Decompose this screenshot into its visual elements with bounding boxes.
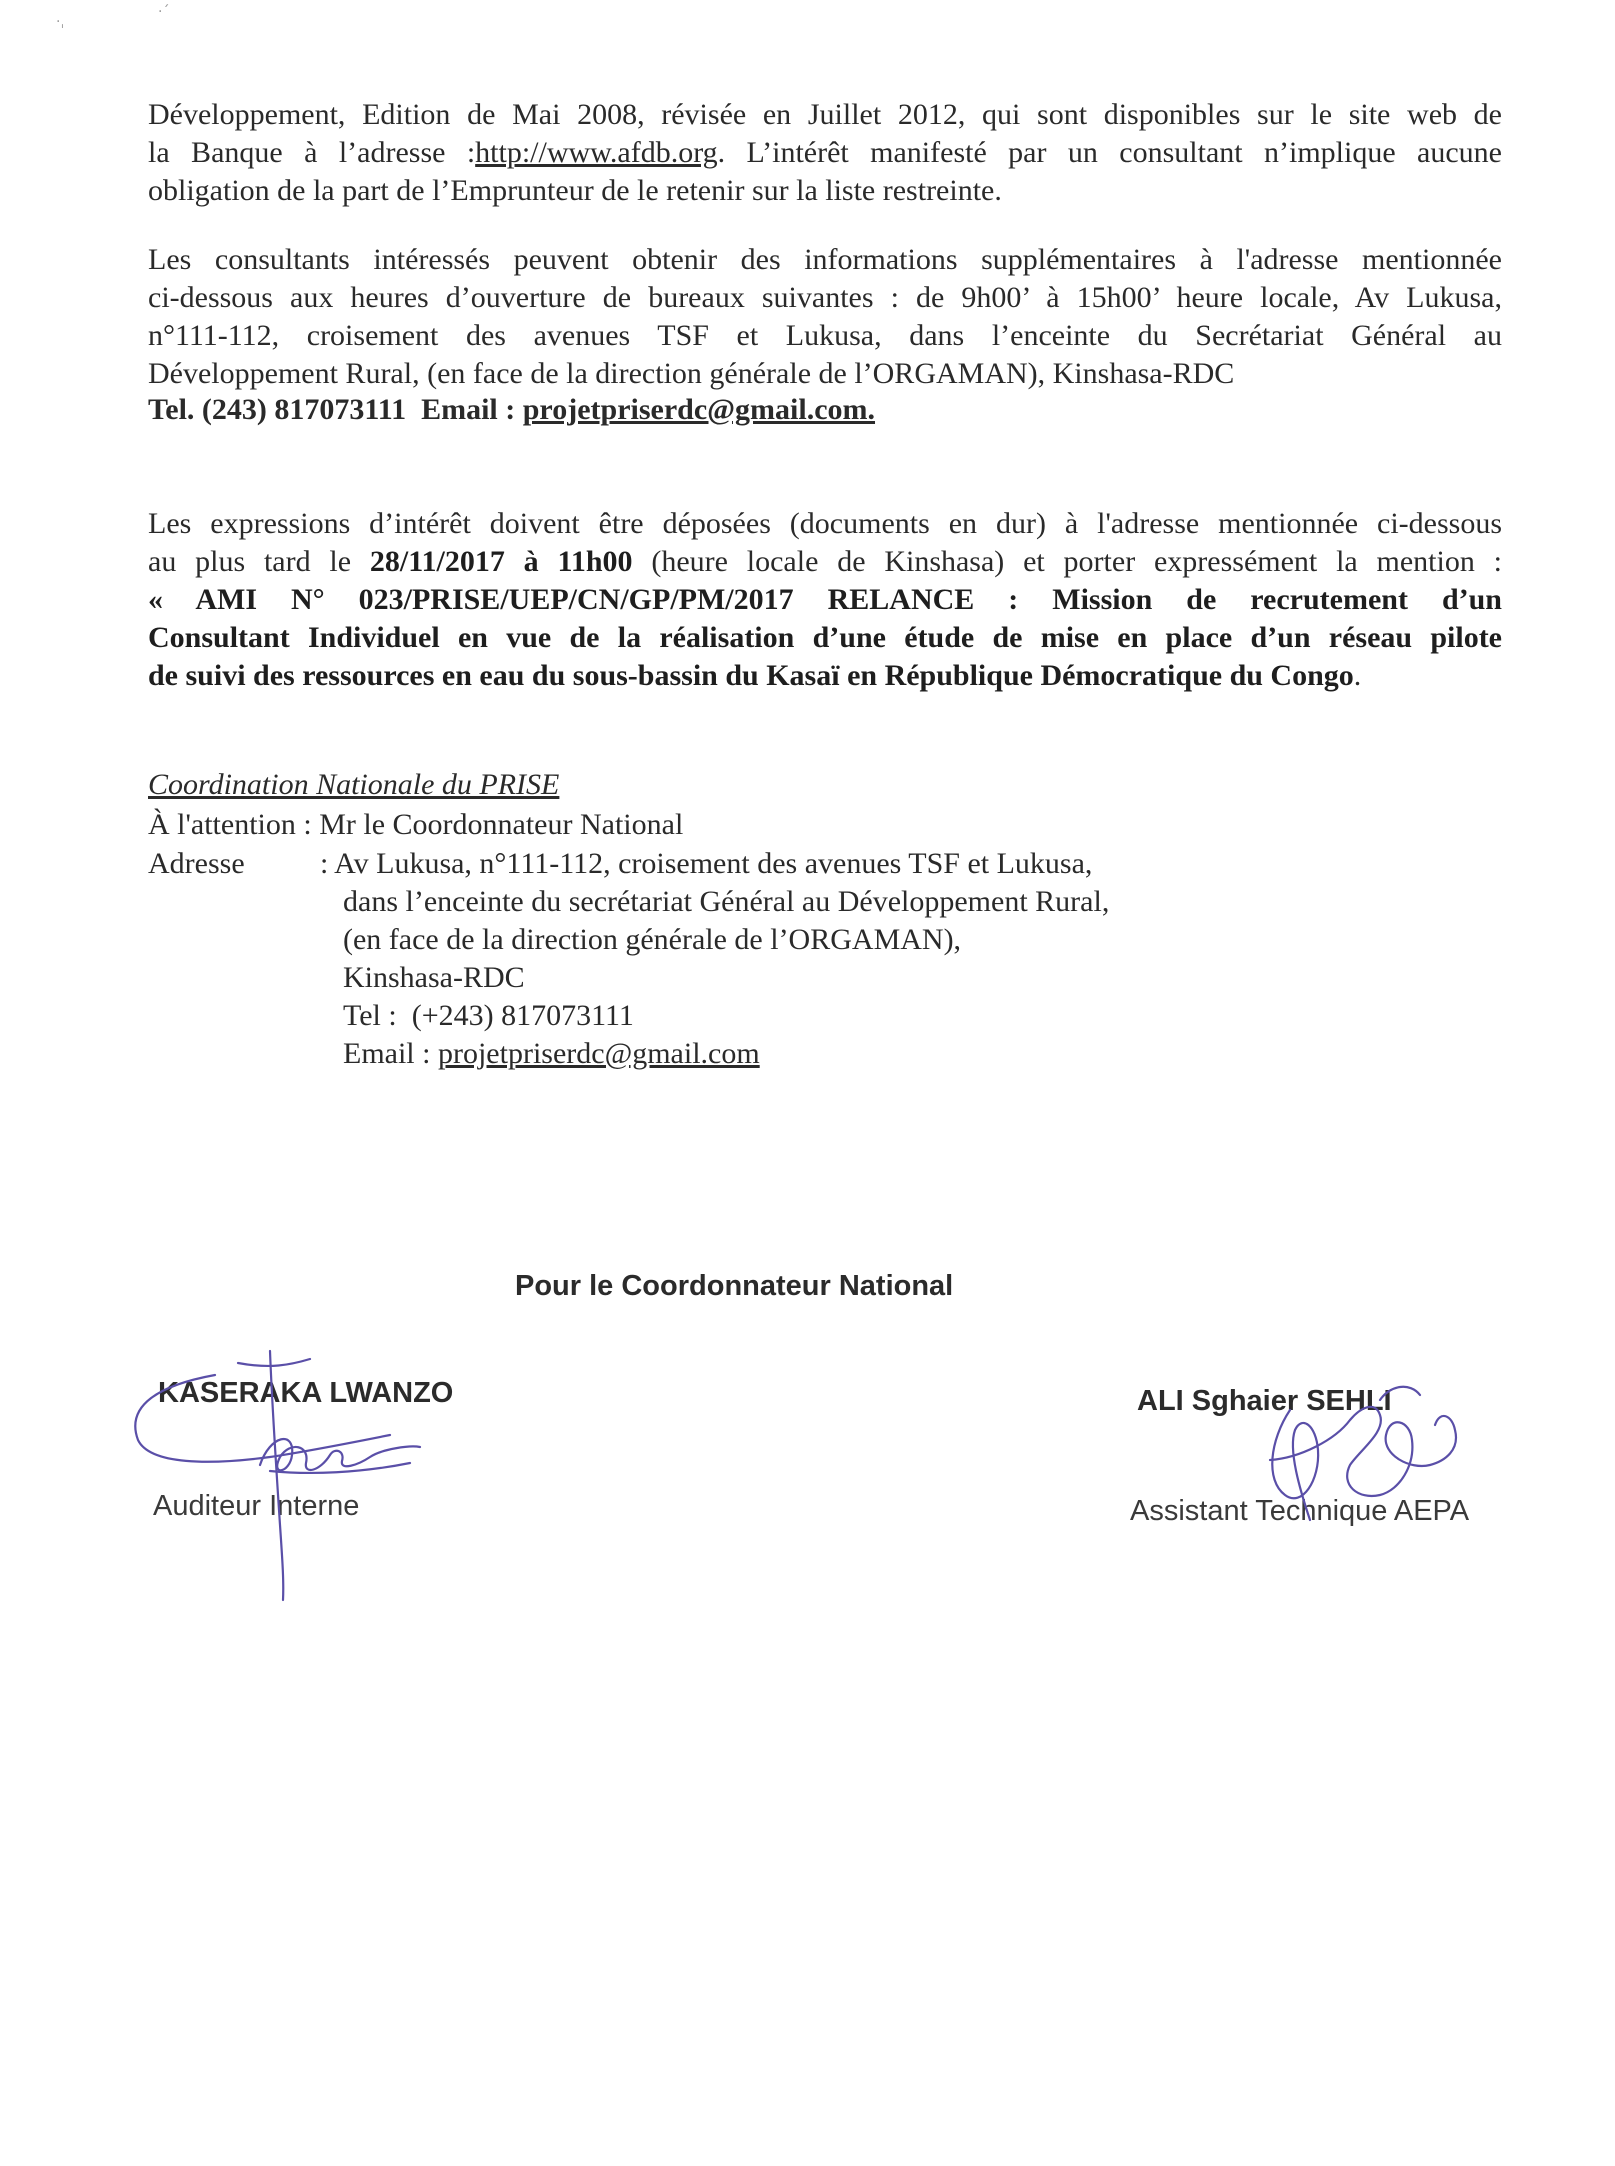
address-tel: Tel : (+243) 817073111	[343, 999, 634, 1032]
left-signatory-role: Auditeur Interne	[153, 1490, 360, 1522]
mention-line: Consultant Individuel en vue de la réalisation d’une étude de mise en place d’un réseau pilote	[148, 621, 1502, 654]
address-line: (en face de la direction générale de l’ORGAMAN),	[343, 923, 962, 956]
text-line: Développement Rural, (en face de la direction générale de l’ORGAMAN), Kinshasa-RDC	[148, 357, 1235, 390]
mention-line: de suivi des ressources en eau du sous-bassin du Kasaï en République Démocratique du Congo.	[148, 659, 1362, 692]
address-email-link[interactable]: projetpriserdc@gmail.com	[437, 1037, 760, 1070]
text-line: obligation de la part de l’Emprunteur de le retenir sur la liste restreinte.	[148, 174, 1002, 207]
right-signatory-name: ALI Sghaier SEHLI	[1137, 1385, 1392, 1417]
scan-mark: ·ˊ	[158, 4, 170, 20]
address-line: dans l’enceinte du secrétariat Général au Développement Rural,	[343, 885, 1110, 918]
paragraph-submission	[148, 505, 1502, 695]
mention-line: « AMI N° 023/PRISE/UEP/CN/GP/PM/2017 RELANCE : Mission de recrutement d’un	[148, 583, 1502, 616]
deadline: 28/11/2017 à 11h00	[369, 545, 633, 578]
address-line: : Av Lukusa, n°111-112, croisement des avenues TSF et Lukusa,	[320, 847, 1093, 880]
text-line: Développement, Edition de Mai 2008, révisée en Juillet 2012, qui sont disponibles sur le site web de	[148, 98, 1502, 131]
left-signatory-name: KASERAKA LWANZO	[158, 1377, 454, 1409]
paragraph-procurement-rules	[148, 96, 1502, 210]
address-email-line: Email : projetpriserdc@gmail.com	[343, 1037, 760, 1070]
scan-mark: ·ˌ	[56, 14, 65, 30]
tel-label: Tel. (243) 817073111 Email :	[148, 393, 523, 426]
contact-line	[148, 393, 875, 427]
address-line: Kinshasa-RDC	[343, 961, 525, 994]
paragraph-information	[148, 241, 1502, 393]
text-line: Les consultants intéressés peuvent obtenir des informations supplémentaires à l'adresse mentionnée	[148, 243, 1502, 276]
text-line: la Banque à l’adresse :http://www.afdb.org. L’intérêt manifesté par un consultant n’implique aucune	[148, 136, 1502, 169]
text-line: Les expressions d’intérêt doivent être déposées (documents en dur) à l'adresse mentionnée ci-dessous	[148, 507, 1502, 540]
attention-line: À l'attention : Mr le Coordonnateur National	[148, 808, 684, 841]
text-line: n°111-112, croisement des avenues TSF et Lukusa, dans l’enceinte du Secrétariat Général au	[148, 319, 1502, 352]
signature-heading: Pour le Coordonnateur National	[515, 1270, 954, 1302]
text-line: au plus tard le 28/11/2017 à 11h00 (heure locale de Kinshasa) et porter expressément la mention :	[148, 545, 1502, 578]
afdb-website-link[interactable]: http://www.afdb.org	[475, 136, 718, 169]
email-link[interactable]: projetpriserdc@gmail.com.	[522, 393, 876, 426]
right-signatory-role: Assistant Technique AEPA	[1130, 1495, 1470, 1527]
address-label: Adresse	[148, 847, 245, 880]
text-line: ci-dessous aux heures d’ouverture de bureaux suivantes : de 9h00’ à 15h00’ heure locale, Av Lukusa,	[148, 281, 1502, 314]
left-signature	[120, 1345, 440, 1605]
right-signature	[1240, 1370, 1470, 1540]
coordination-title: Coordination Nationale du PRISE	[148, 768, 560, 801]
